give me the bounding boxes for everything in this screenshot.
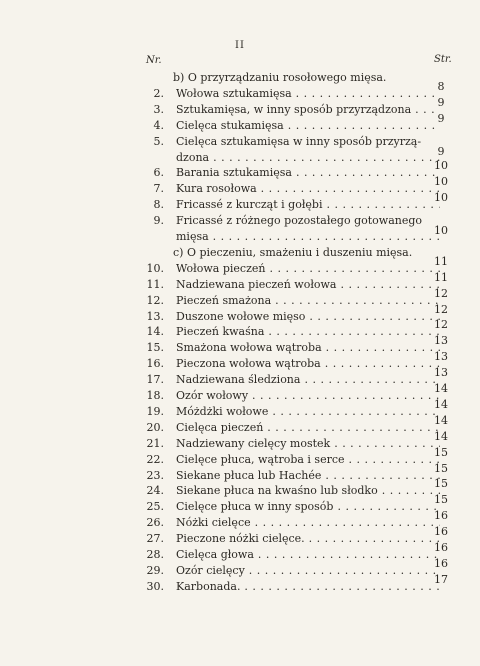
entry-page-number: 16 xyxy=(434,525,448,539)
entry-title-continuation: mięsa . . . xyxy=(176,229,440,244)
entry-title: Cielęca głowa . . . xyxy=(176,547,440,562)
entry-number: 17. xyxy=(146,373,164,387)
entry-page-number: 15 xyxy=(434,445,448,459)
toc-entry xyxy=(140,483,440,498)
toc-entry xyxy=(140,547,440,562)
entry-number: 10. xyxy=(146,261,164,275)
entry-page-number: 15 xyxy=(434,461,448,475)
entry-page-number: 16 xyxy=(434,541,448,554)
entry-page-number: 9 xyxy=(437,95,445,109)
entry-page-number: 14 xyxy=(434,397,448,411)
entry-page-number: 11 xyxy=(434,254,448,268)
entry-page-number: 10 xyxy=(434,175,448,189)
toc-entry xyxy=(140,134,440,149)
toc-entry xyxy=(140,86,440,101)
entry-title: Wołowa sztukamięsa . . . xyxy=(176,86,440,101)
entry-number: 14. xyxy=(146,325,164,339)
entry-page-number: 9 xyxy=(437,111,445,125)
toc-entry xyxy=(140,531,440,546)
entry-number: 11. xyxy=(146,277,164,291)
entry-title: Siekane płuca na kwaśno lub słodko . . . xyxy=(176,483,440,498)
entry-number: 25. xyxy=(146,500,164,514)
entry-title: Cielęca stukamięsa . . . xyxy=(176,118,440,133)
entry-title: Nadziewana śledziona . . . xyxy=(176,372,440,387)
entry-title: Pieczona wołowa wątroba . . . xyxy=(176,356,440,371)
entry-page-number: 12 xyxy=(434,318,448,332)
entry-number: 2. xyxy=(153,86,164,100)
toc-entry xyxy=(140,579,440,594)
entry-title: Móżdżki wołowe . . . xyxy=(176,404,440,419)
entry-page-number: 14 xyxy=(434,382,448,395)
toc-entry xyxy=(140,309,440,324)
entry-number: 23. xyxy=(146,468,164,482)
toc-entry xyxy=(140,102,440,117)
entry-page-number: 17 xyxy=(434,572,448,586)
entry-title: Cielęce płuca w inny sposób . . . xyxy=(176,499,440,514)
entry-number: 24. xyxy=(146,484,164,498)
entry-title: Ozór wołowy . . . xyxy=(176,388,440,403)
toc-entry xyxy=(140,563,440,578)
entry-title: Cielęca sztukamięsa w inny sposób przyrzą- xyxy=(176,134,422,148)
toc-entry xyxy=(140,420,440,435)
nr-column-label: Nr. xyxy=(146,55,162,66)
entry-title: Smażona wołowa wątroba . . . xyxy=(176,340,440,355)
section-heading-b: b) O przyrządzaniu rosołowego mięsa. xyxy=(173,71,387,84)
toc-entry xyxy=(140,118,440,133)
entry-number: 22. xyxy=(146,452,164,466)
toc-entry xyxy=(140,388,440,403)
entry-page-number: 9 xyxy=(437,144,445,158)
entry-title: Ozór cielęcy . . . xyxy=(176,563,440,578)
entry-page-number: 16 xyxy=(434,556,448,570)
entry-title: Cielęca pieczeń . . . xyxy=(176,420,440,435)
entry-page-number: 10 xyxy=(434,191,448,205)
entry-number: 18. xyxy=(146,389,164,402)
entry-page-number: 11 xyxy=(434,270,448,284)
entry-title: Fricassé z kurcząt i gołębi . . . xyxy=(176,197,440,212)
toc-entry xyxy=(140,515,440,530)
entry-page-number: 14 xyxy=(434,429,448,443)
entry-page-number: 16 xyxy=(434,509,448,523)
entry-title: Pieczone nóżki cielęce. . . . xyxy=(176,531,440,546)
entry-number: 16. xyxy=(146,357,164,371)
entry-number: 13. xyxy=(146,309,164,323)
entry-title: Pieczeń kwaśna . . . xyxy=(176,324,440,339)
toc-entry xyxy=(140,436,440,451)
page-roman-numeral: II xyxy=(235,40,245,51)
entry-number: 28. xyxy=(146,548,164,561)
toc-entry xyxy=(140,293,440,308)
entry-page-number: 13 xyxy=(434,366,448,380)
entry-title: Nóżki cielęce . . . xyxy=(176,515,440,530)
entry-title: Duszone wołowe mięso . . . xyxy=(176,309,440,324)
entry-title-continuation: dzona . . . xyxy=(176,150,440,165)
entry-number: 27. xyxy=(146,532,164,546)
entry-title: Kura rosołowa . . . xyxy=(176,181,440,196)
toc-entry xyxy=(140,468,440,483)
entry-page-number: 8 xyxy=(437,79,445,93)
toc-entry xyxy=(140,499,440,514)
entry-title: Wołowa pieczeń . . . xyxy=(176,261,440,276)
entry-number: 21. xyxy=(146,436,164,450)
entry-page-number: 10 xyxy=(434,159,448,173)
entry-title: Nadziewana pieczeń wołowa . . . xyxy=(176,277,440,292)
entry-page-number: 12 xyxy=(434,286,448,300)
toc-entry xyxy=(140,197,440,212)
toc-entry xyxy=(140,404,440,419)
entry-number: 19. xyxy=(146,404,164,418)
entry-title: Karbonada. . . . xyxy=(176,579,440,594)
entry-number: 12. xyxy=(146,293,164,307)
entry-title: Nadziewany cielęcy mostek . . . xyxy=(176,436,440,451)
entry-page-number: 10 xyxy=(434,224,448,237)
entry-number: 5. xyxy=(153,134,164,148)
toc-entry xyxy=(140,356,440,371)
entry-number: 7. xyxy=(153,182,164,196)
entry-number: 4. xyxy=(153,118,164,132)
entry-page-number: 13 xyxy=(434,350,448,364)
entry-page-number: 13 xyxy=(434,334,448,348)
str-column-label: Str. xyxy=(434,54,452,65)
entry-number: 29. xyxy=(146,563,164,577)
entry-page-number: 12 xyxy=(434,302,448,316)
entry-number: 6. xyxy=(153,166,164,180)
toc-entry xyxy=(140,452,440,467)
entry-title: Barania sztukamięsa . . . xyxy=(176,165,440,180)
toc-entry xyxy=(140,165,440,180)
entry-title: Sztukamięsa, w inny sposób przyrządzona . . . xyxy=(176,102,440,117)
entry-number: 3. xyxy=(153,102,164,116)
entry-page-number: 14 xyxy=(434,413,448,427)
entry-page-number: 15 xyxy=(434,493,448,507)
entry-number: 26. xyxy=(146,516,164,530)
entry-title: Fricassé z różnego pozostałego gotowanego xyxy=(176,214,423,228)
entry-number: 8. xyxy=(153,198,164,212)
toc-entry xyxy=(140,261,440,276)
entry-title: Siekane płuca lub Hachée . . . xyxy=(176,468,440,483)
section-heading-c: c) O pieczeniu, smażeniu i duszeniu mięsa. xyxy=(173,245,413,259)
entry-number: 20. xyxy=(146,420,164,434)
entry-title: Cielęce płuca, wątroba i serce . . . xyxy=(176,452,440,467)
toc-entry xyxy=(140,340,440,355)
entry-title: Pieczeń smażona . . . xyxy=(176,293,440,308)
toc-entry xyxy=(140,372,440,387)
toc-entry xyxy=(140,181,440,196)
entry-number: 9. xyxy=(153,214,164,228)
toc-entry xyxy=(140,324,440,339)
entry-number: 30. xyxy=(146,579,164,593)
toc-entry xyxy=(140,213,440,228)
entry-page-number: 15 xyxy=(434,477,448,491)
entry-number: 15. xyxy=(146,341,164,355)
toc-entry xyxy=(140,277,440,292)
